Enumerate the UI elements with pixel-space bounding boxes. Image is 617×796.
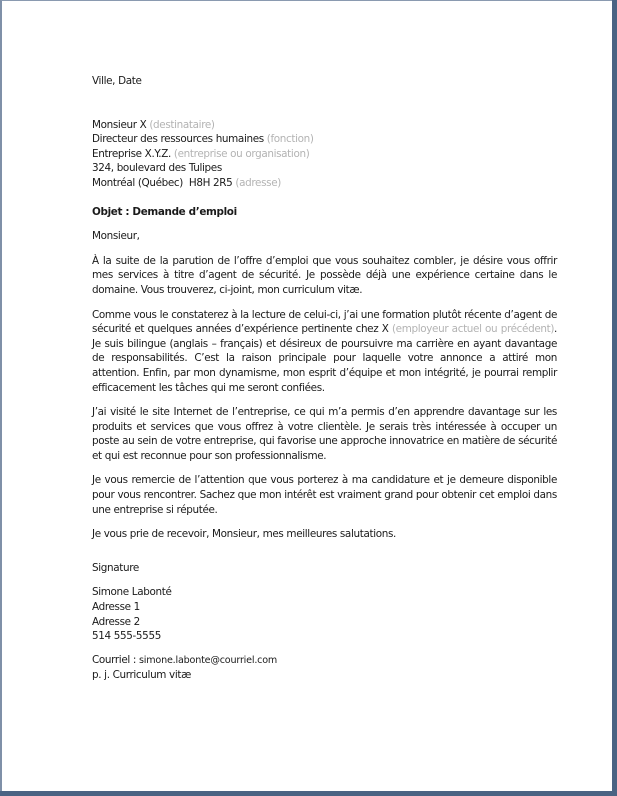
enclosure-line: p. j. Curriculum vitæ (92, 669, 191, 682)
paragraph-2: Comme vous le constaterez à la lecture de celui-ci, j’ai une formation plutôt récente d’agent de sécurité et quelques années d’expérience pertinente chez X (employeur actuel ou précédent). Je suis bilingue (anglais – français) et désireux de poursuivre ma carrière en ayant davantage de responsabilités. C’est la raison principale pour laquelle votre annonce a attiré mon attention. Enfin, par mon dynamisme, mon esprit d’équipe et mon intégrité, je pourrai remplir efficacement les tâches qui me seront confiées. (92, 308, 557, 394)
recipient-name: Monsieur X (destinataire) (92, 118, 215, 131)
recipient-city-hint: (adresse) (235, 176, 281, 189)
sender-phone: 514 555-5555 (92, 630, 161, 643)
subject-line: Objet : Demande d’emploi (92, 205, 237, 218)
sender-address-2: Adresse 2 (92, 615, 140, 628)
recipient-company: Entreprise X.Y.Z. (entreprise ou organisation) (92, 147, 310, 160)
recipient-title-hint: (fonction) (266, 133, 314, 146)
recipient-title: Directeur des ressources humaines (fonction) (92, 133, 314, 146)
email-line: Courriel : simone.labonte@courriel.com (92, 653, 278, 666)
place-date: Ville, Date (92, 75, 142, 87)
recipient-street: 324, boulevard des Tulipes (92, 162, 222, 175)
closing-line: Je vous prie de recevoir, Monsieur, mes meilleures salutations. (92, 528, 396, 541)
sender-address-1: Adresse 1 (92, 601, 140, 614)
signature-placeholder: Signature (92, 561, 139, 574)
salutation: Monsieur, (92, 230, 140, 243)
sender-block (92, 585, 557, 643)
employer-hint: (employeur actuel ou précédent) (391, 323, 555, 336)
letter-body (92, 74, 557, 683)
sender-name: Simone Labonté (92, 586, 172, 599)
paragraph-3: J’ai visité le site Internet de l’entreprise, ce qui m’a permis d’en apprendre davantage sur les produits et services que vous offrez à votre clientèle. Je serais très intéressée à occuper un poste au sein de votre entreprise, qui favorise une approche innovatrice en matière de sécurité et qui est reconnue pour son professionnalisme. (92, 406, 557, 462)
email-address[interactable]: simone.labonte@courriel.com (138, 654, 278, 666)
recipient-block (92, 118, 557, 191)
recipient-name-hint: (destinataire) (149, 118, 215, 131)
paragraph-4: Je vous remercie de l’attention que vous porterez à ma candidature et je demeure disponible pour vous rencontrer. Sachez que mon intérêt est vraiment grand pour obtenir cet emploi dans une entreprise si réputée. (92, 474, 557, 516)
recipient-city: Montréal (Québec) H8H 2R5 (adresse) (92, 176, 281, 189)
paragraph-1: À la suite de la parution de l’offre d’emploi que vous souhaitez combler, je désire vous offrir mes services à titre d’agent de sécurité. Je possède déjà une expérience certaine dans le domaine. Vous trouverez, ci-joint, mon curriculum vitæ. (92, 254, 557, 296)
recipient-company-hint: (entreprise ou organisation) (173, 147, 310, 160)
